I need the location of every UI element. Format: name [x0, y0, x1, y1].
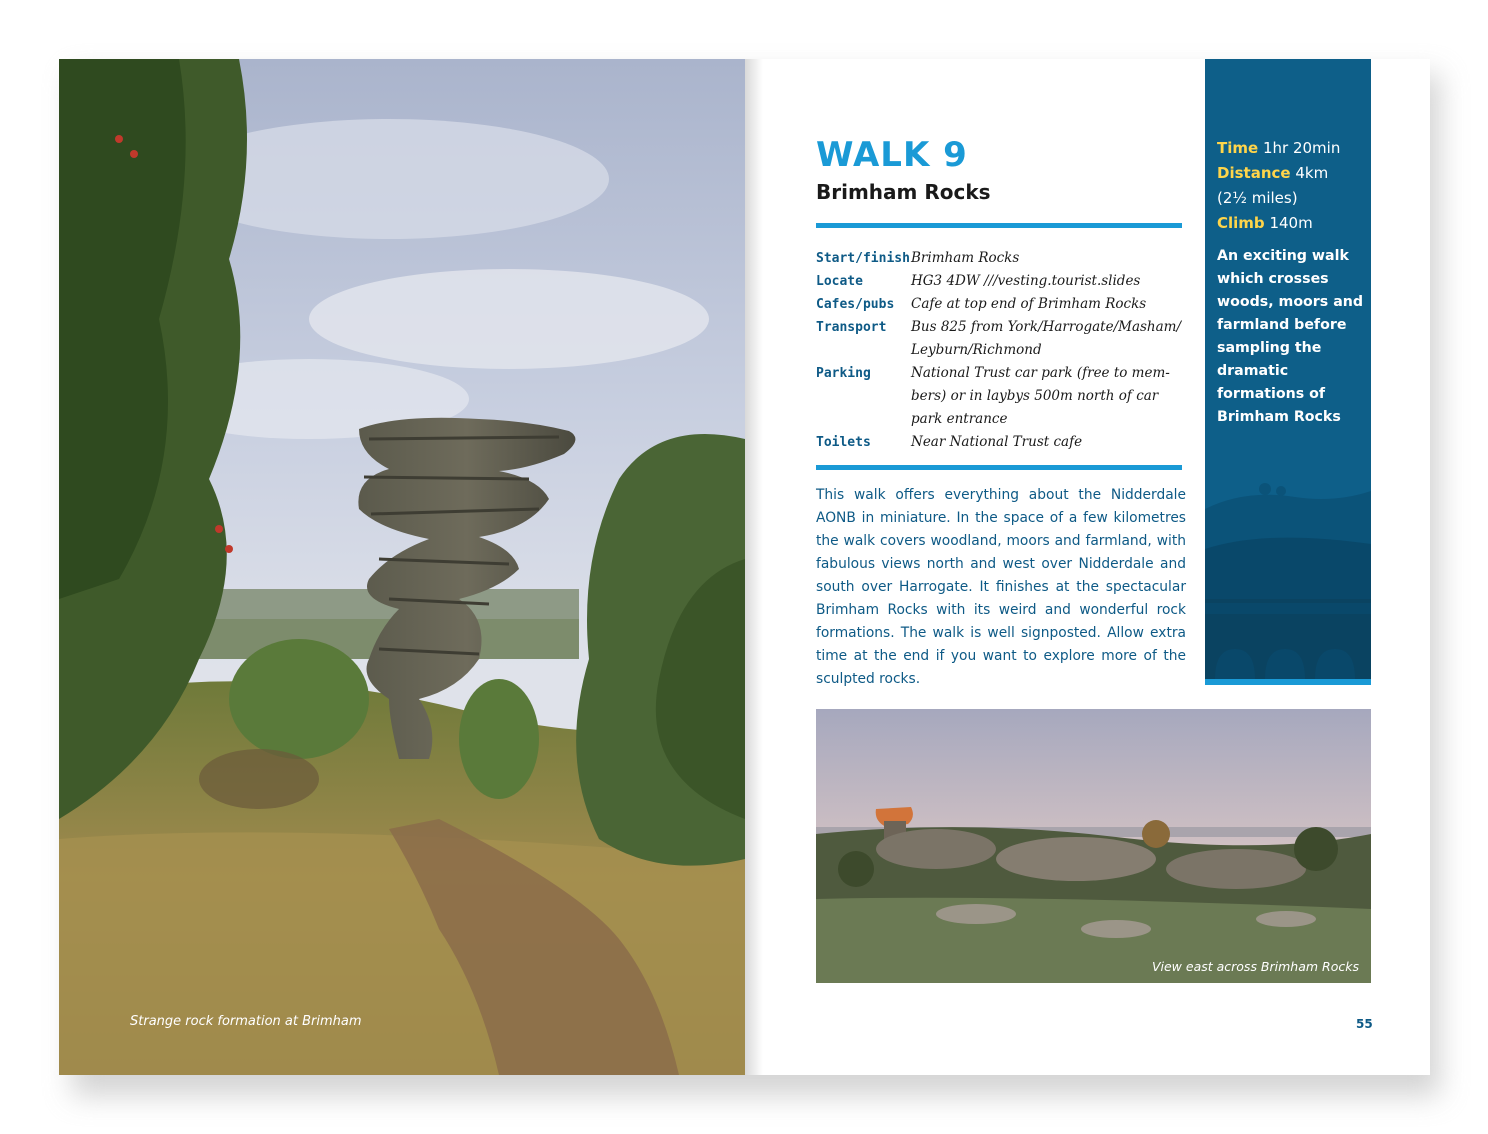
sidebar-description: An exciting walk which crosses woods, moors and farmland before sampling the dramatic formations of Brimham Rocks — [1217, 248, 1364, 425]
walk-info-table — [816, 247, 1186, 454]
info-row-parking — [816, 362, 1186, 431]
info-key: Cafes/pubs — [816, 297, 895, 312]
walk-intro-text: This walk offers everything about the Nidderdale AONB in miniature. In the space of a few kilometres the walk covers woodland, moors and farmland, with fabulous views north and west over Nidderdale and south over Harrogate. It finishes at the spectacular Brimham Rocks with its weird and wonderful rock formations. The walk is well signposted. Allow extra time at the end if you want to explore more of the sculpted rocks. — [816, 487, 1186, 687]
walk-title: Brimham Rocks — [816, 180, 991, 204]
page-number: 55 — [1356, 1017, 1373, 1031]
stat-distance — [1217, 161, 1367, 186]
rock-formation-photo — [59, 59, 745, 1075]
brimham-view-photo — [816, 709, 1371, 983]
top-divider — [816, 223, 1182, 228]
left-page-photo — [59, 59, 745, 1075]
info-value: Cafe at top end of Brimham Rocks — [911, 296, 1147, 312]
info-value: HG3 4DW ///vesting.tourist.slides — [911, 273, 1141, 289]
info-row-transport — [816, 316, 1186, 362]
stat-time-value: 1hr 20min — [1262, 139, 1341, 157]
stat-distance-value: 4km — [1295, 164, 1329, 182]
stat-climb — [1217, 211, 1367, 236]
stat-time-label: Time — [1217, 139, 1259, 157]
stat-distance-label: Distance — [1217, 164, 1291, 182]
lower-photo — [816, 709, 1371, 983]
stat-climb-value: 140m — [1269, 214, 1313, 232]
sidebar-bottom-stripe — [1205, 679, 1371, 685]
info-key: Parking — [816, 366, 871, 381]
stat-time — [1217, 136, 1367, 161]
info-row-locate — [816, 270, 1186, 293]
stat-distance-miles: (2½ miles) — [1217, 189, 1298, 207]
info-value: National Trust car park (free to mem-bers) or in laybys 500m north of car park entrance — [911, 365, 1170, 427]
info-row-toilets — [816, 431, 1186, 454]
info-value: Brimham Rocks — [911, 250, 1020, 266]
walk-stats — [1217, 136, 1367, 236]
lower-photo-caption: View east across Brimham Rocks — [1151, 959, 1359, 974]
info-key: Transport — [816, 320, 887, 335]
info-key: Start/finish — [816, 251, 910, 266]
landscape-illustration-icon — [1205, 469, 1371, 685]
info-key: Locate — [816, 274, 863, 289]
info-row-cafes — [816, 293, 1186, 316]
info-value: Bus 825 from York/Harrogate/Masham/ Leyburn/Richmond — [911, 319, 1182, 358]
bottom-divider — [816, 465, 1182, 470]
book-spread — [59, 59, 1430, 1075]
walk-number: WALK 9 — [816, 135, 968, 175]
info-value: Near National Trust cafe — [911, 434, 1083, 450]
info-key: Toilets — [816, 435, 871, 450]
walk-summary-sidebar — [1205, 59, 1371, 685]
book-gutter — [745, 59, 763, 1075]
info-row-start — [816, 247, 1186, 270]
stat-climb-label: Climb — [1217, 214, 1265, 232]
left-photo-caption: Strange rock formation at Brimham — [130, 1014, 362, 1029]
